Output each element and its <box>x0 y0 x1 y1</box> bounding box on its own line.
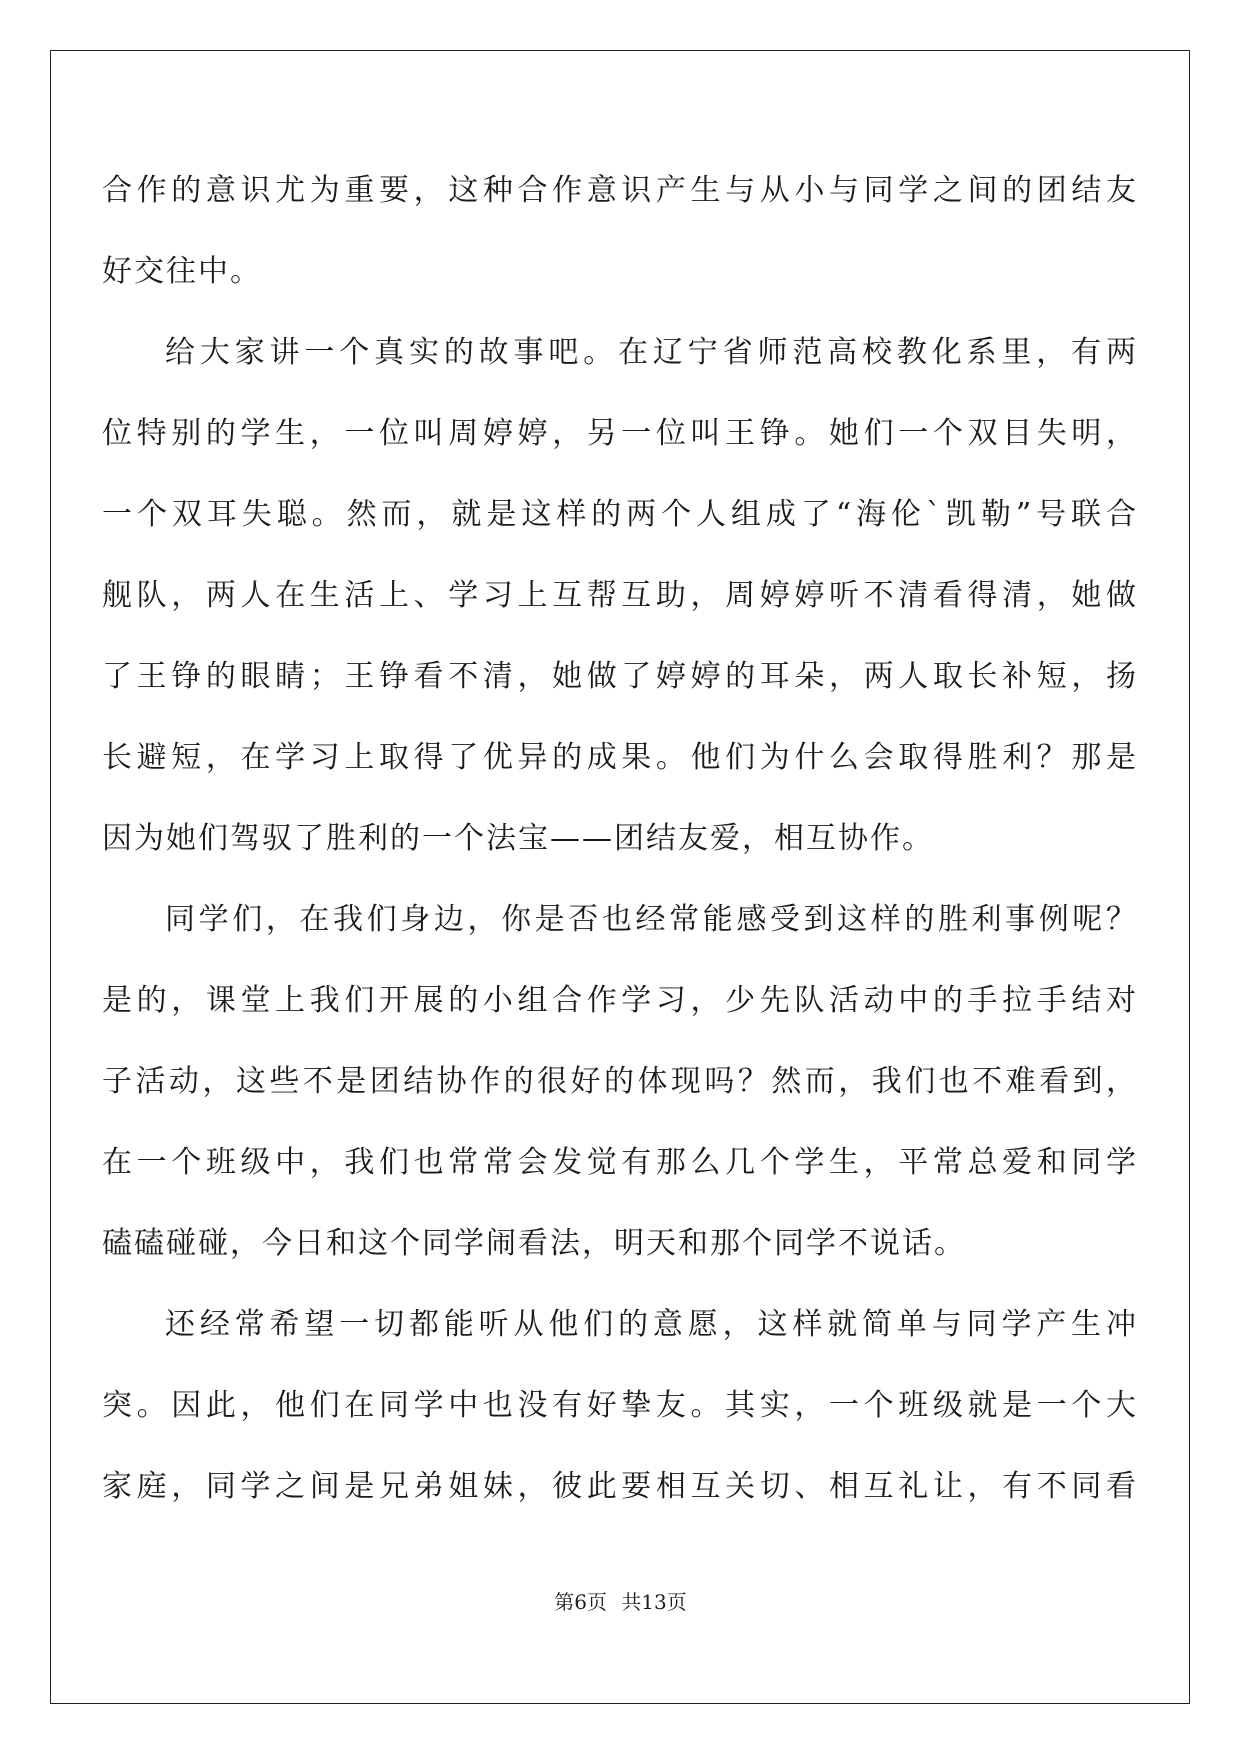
text-line: 还经常希望一切都能听从他们的意愿，这样就简单与同学产生冲 <box>165 1307 1138 1342</box>
text-line: 好交往中。 <box>102 254 262 289</box>
page-number: 第6页 <box>554 1590 607 1614</box>
text-line: 了王铮的眼睛；王铮看不清，她做了婷婷的耳朵，两人取长补短，扬 <box>102 659 1138 694</box>
text-line: 位特别的学生，一位叫周婷婷，另一位叫王铮。她们一个双目失明， <box>102 416 1138 451</box>
text-line: 是的，课堂上我们开展的小组合作学习，少先队活动中的手拉手结对 <box>102 983 1138 1018</box>
page-footer <box>0 1586 1241 1615</box>
text-line: 给大家讲一个真实的故事吧。在辽宁省师范高校教化系里，有两 <box>165 335 1138 370</box>
text-line: 同学们，在我们身边，你是否也经常能感受到这样的胜利事例呢？ <box>165 902 1138 937</box>
text-line: 一个双耳失聪。然而，就是这样的两个人组成了“海伦`凯勒”号联合 <box>102 497 1138 532</box>
text-line: 长避短，在学习上取得了优异的成果。他们为什么会取得胜利？那是 <box>102 740 1138 775</box>
text-line: 子活动，这些不是团结协作的很好的体现吗？然而，我们也不难看到， <box>102 1064 1138 1099</box>
text-line: 舰队，两人在生活上、学习上互帮互助，周婷婷听不清看得清，她做 <box>102 578 1138 613</box>
document-body <box>102 150 1138 1527</box>
text-line: 因为她们驾驭了胜利的一个法宝——团结友爱，相互协作。 <box>102 821 934 856</box>
text-line: 家庭，同学之间是兄弟姐妹，彼此要相互关切、相互礼让，有不同看 <box>102 1469 1138 1504</box>
text-line: 磕磕碰碰，今日和这个同学闹看法，明天和那个同学不说话。 <box>102 1226 966 1261</box>
text-line: 在一个班级中，我们也常常会发觉有那么几个学生，平常总爱和同学 <box>102 1145 1138 1180</box>
text-line: 合作的意识尤为重要，这种合作意识产生与从小与同学之间的团结友 <box>102 173 1138 208</box>
page-total: 共13页 <box>621 1590 687 1614</box>
text-line: 突。因此，他们在同学中也没有好挚友。其实，一个班级就是一个大 <box>102 1388 1138 1423</box>
